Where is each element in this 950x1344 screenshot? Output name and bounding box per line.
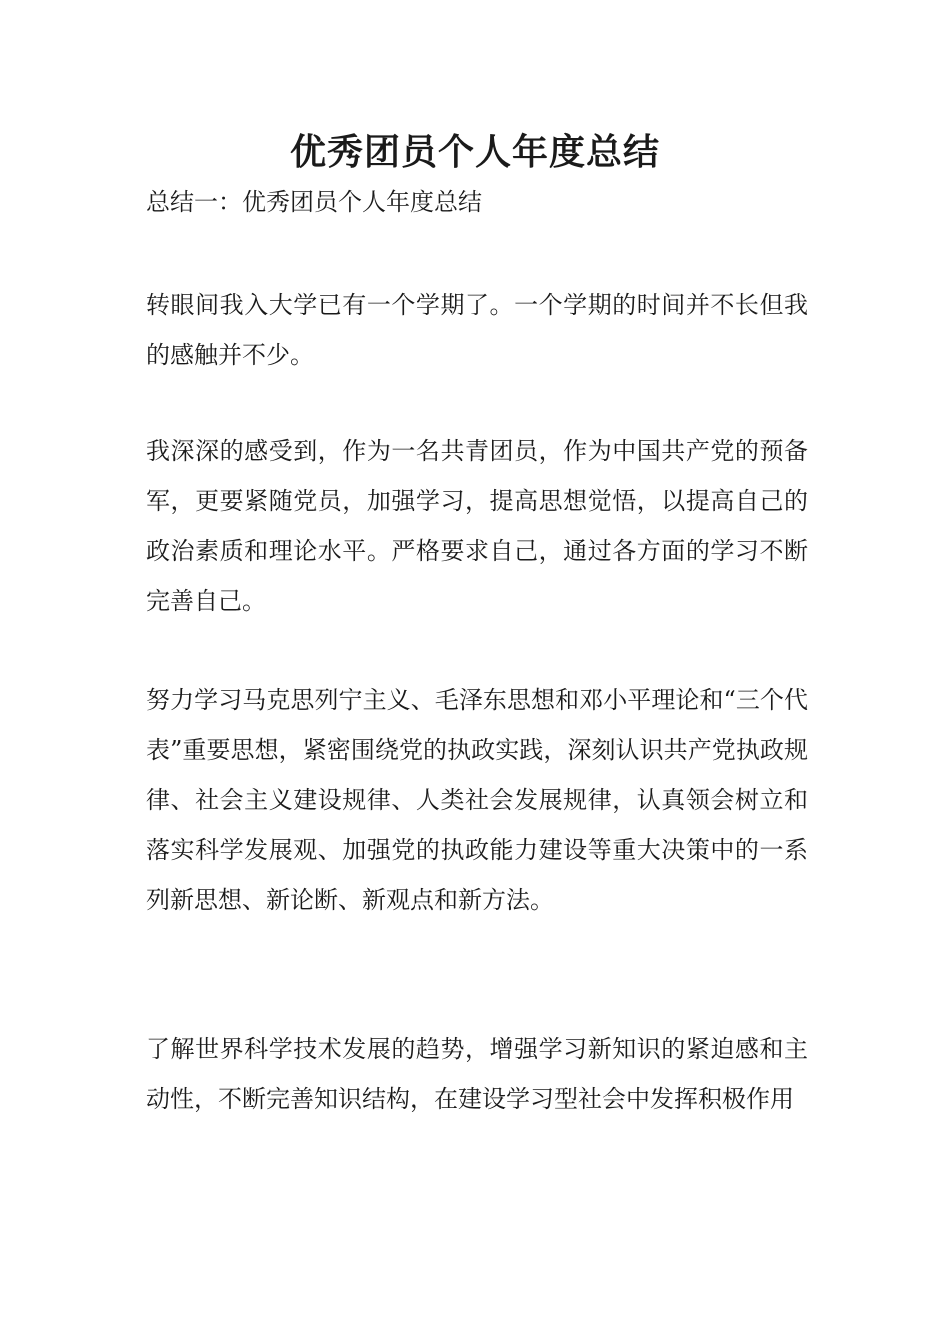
paragraph-2: 我深深的感受到，作为一名共青团员，作为中国共产党的预备军，更要紧随党员，加强学习，提高思想觉悟，以提高自己的政治素质和理论水平。严格要求自己，通过各方面的学习不断完善自己。 xyxy=(146,437,808,615)
paragraph-1: 转眼间我入大学已有一个学期了。一个学期的时间并不长但我的感触并不少。 xyxy=(146,291,808,369)
document-title: 优秀团员个人年度总结 xyxy=(289,131,660,173)
document-subtitle: 总结一：优秀团员个人年度总结 xyxy=(146,188,482,216)
paragraph-3: 努力学习马克思列宁主义、毛泽东思想和邓小平理论和“三个代表”重要思想，紧密围绕党的执政实践，深刻认识共产党执政规律、社会主义建设规律、人类社会发展规律，认真领会树立和落实科学发展观、加强党的执政能力建设等重大决策中的一系列新思想、新论断、新观点和新方法。 xyxy=(146,686,808,914)
paragraph-4: 了解世界科学技术发展的趋势，增强学习新知识的紧迫感和主动性，不断完善知识结构，在建设学习型社会中发挥积极作用 xyxy=(146,1035,808,1113)
